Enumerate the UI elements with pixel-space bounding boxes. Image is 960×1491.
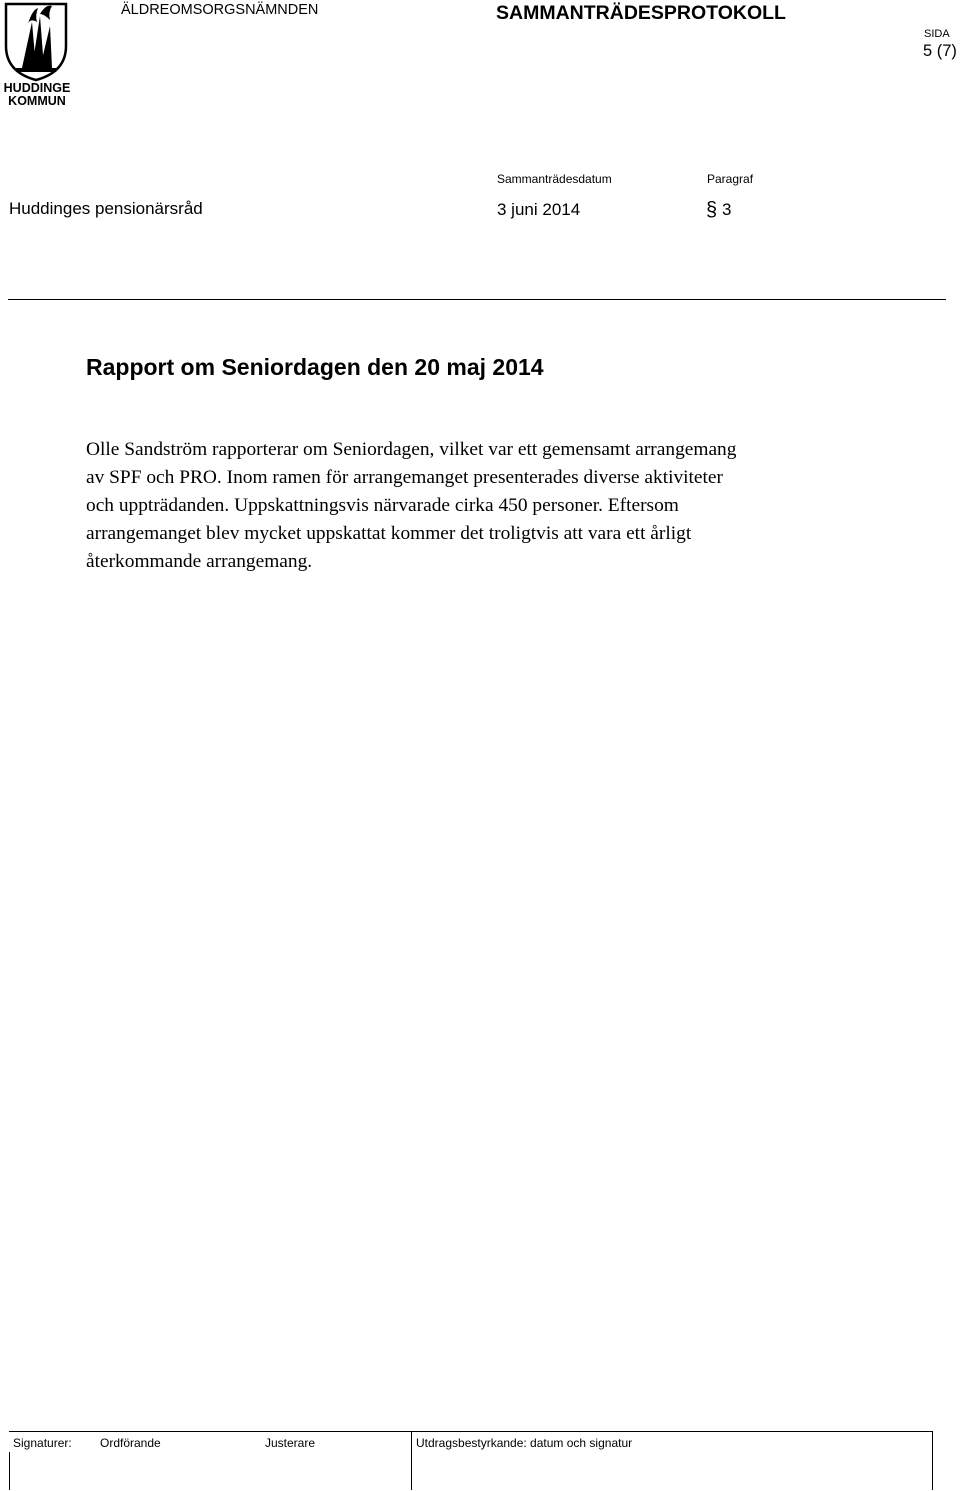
paragraph-symbol: § [706, 199, 718, 221]
date-label: Sammanträdesdatum [497, 172, 612, 186]
signatures-label: Signaturer: [13, 1436, 72, 1450]
paragraph-label: Paragraf [707, 172, 754, 186]
body-line: arrangemanget blev mycket uppskattat kommer det troligtvis att vara ett årligt [86, 523, 692, 544]
logo-line-1: HUDDINGE [3, 81, 71, 95]
meeting-date: 3 juni 2014 [497, 200, 581, 219]
body-paragraph [86, 436, 866, 576]
section-title: Rapport om Seniordagen den 20 maj 2014 [86, 354, 544, 380]
body-line: av SPF och PRO. Inom ramen för arrangemanget presenterades diverse aktiviteter [86, 467, 723, 488]
body-line: och uppträdanden. Uppskattningsvis närvarade cirka 450 personer. Eftersom [86, 495, 679, 516]
paragraph-number: 3 [722, 200, 732, 219]
header-divider [8, 299, 946, 300]
document-type: SAMMANTRÄDESPROTOKOLL [496, 2, 786, 24]
adjuster-label: Justerare [265, 1436, 316, 1450]
body-line: återkommande arrangemang. [86, 551, 313, 572]
chair-label: Ordförande [100, 1436, 161, 1450]
logo-line-2: KOMMUN [8, 94, 66, 108]
extract-certification-label: Utdragsbestyrkande: datum och signatur [416, 1436, 633, 1450]
page-label: SIDA [924, 28, 950, 40]
municipality-logo [2, 2, 70, 108]
committee-name: ÄLDREOMSORGSNÄMNDEN [121, 2, 319, 18]
coat-of-arms-icon [2, 2, 70, 82]
signature-divider [411, 1431, 412, 1490]
body-line: Olle Sandström rapporterar om Seniordagen, vilket var ett gemensamt arrangemang [86, 439, 737, 460]
body-name: Huddinges pensionärsråd [9, 199, 203, 218]
signature-divider [9, 1452, 10, 1490]
page-number: 5 (7) [923, 42, 957, 60]
